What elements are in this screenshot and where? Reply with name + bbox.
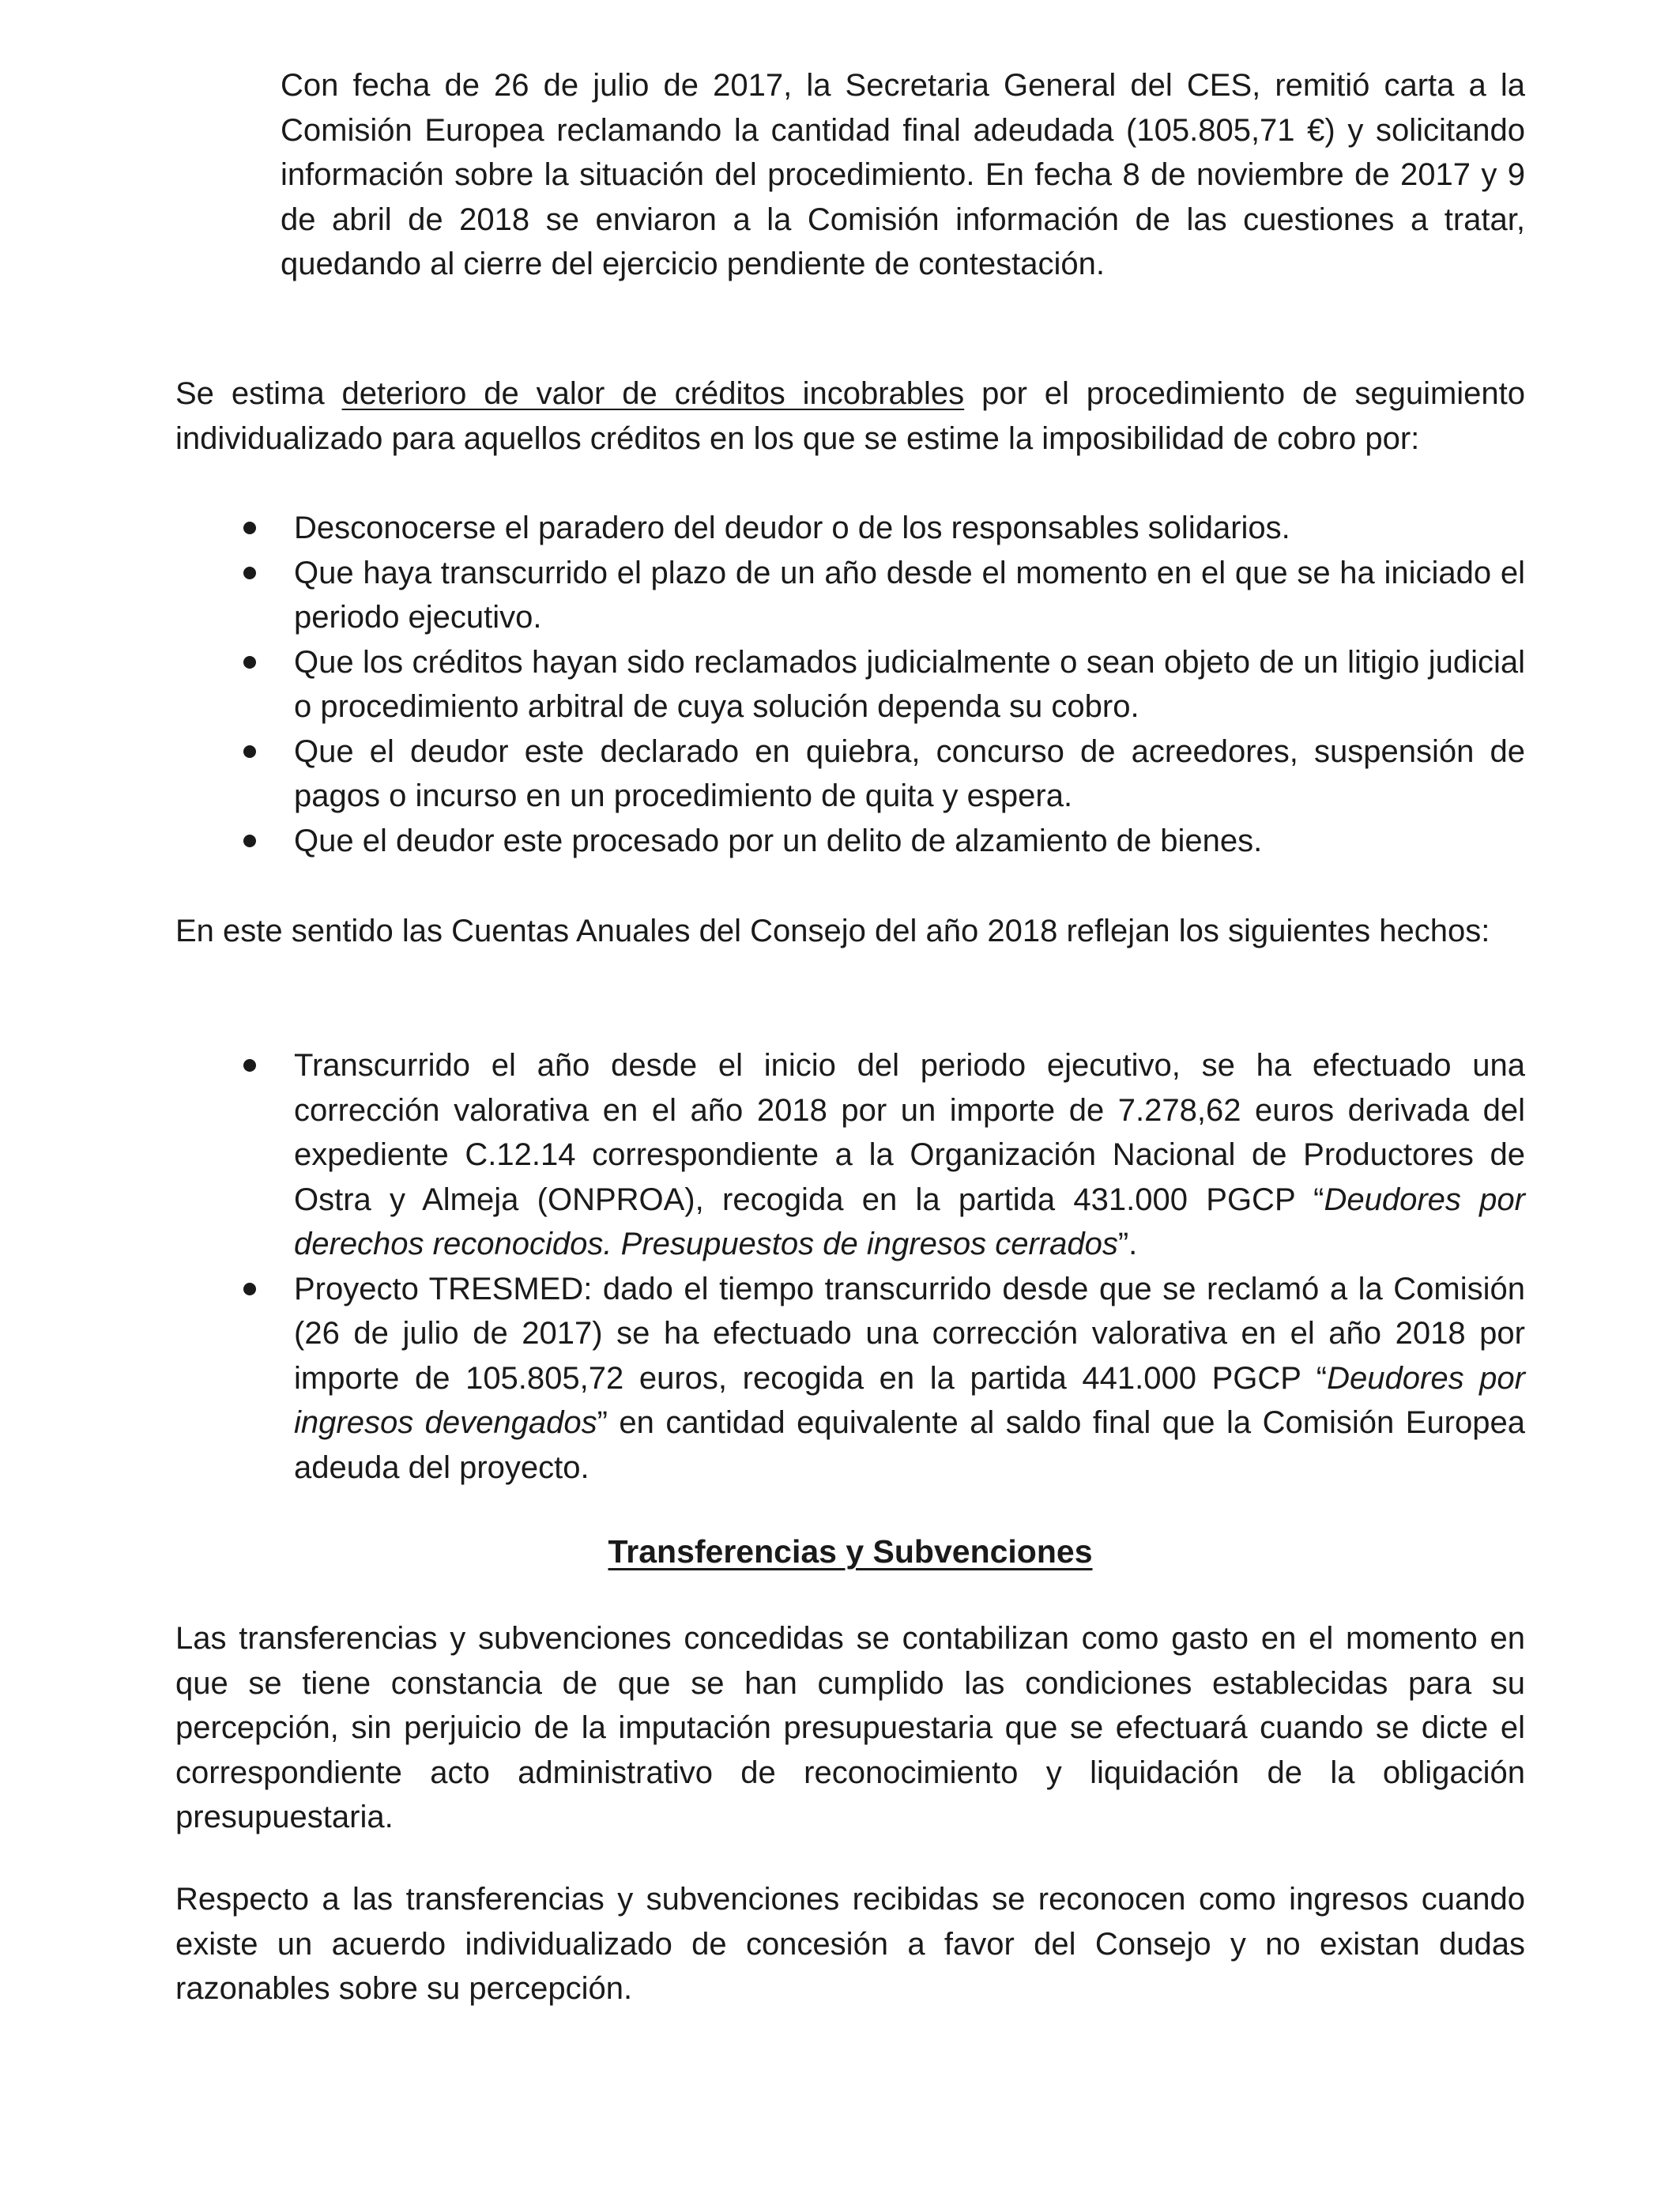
list-item xyxy=(175,640,1525,729)
paragraph-tresmed-claim: Con fecha de 26 de julio de 2017, la Secretaria General del CES, remitió carta a la Comisión Europea reclamando la cantidad final adeudada (105.805,71 €) y solicitando información sobre la situación del procedimiento. En fecha 8 de noviembre de 2017 y 9 de abril de 2018 se enviaron a la Comisión información de las cuestiones a tratar, quedando al cierre del ejercicio pendiente de contestación. xyxy=(281,68,1525,281)
list-item xyxy=(175,1267,1525,1491)
paragraph-impairment-intro-end: por el procedimiento de seguimiento individualizado para aquellos créditos en los que se estime la imposibilidad de cobro por: xyxy=(175,376,1526,456)
bullet-icon xyxy=(243,522,256,534)
paragraph-granted-transfers: Las transferencias y subvenciones concedidas se contabilizan como gasto en el momento en que se tiene constancia de que se han cumplido las condiciones establecidas para su percepción, sin perjuicio de la imputación presupuestaria que se efectuará cuando se dicte el correspondiente acto administrativo de reconocimiento y liquidación de la obligación presupuestaria. xyxy=(175,1621,1525,1834)
list-item-text: Que los créditos hayan sido reclamados judicialmente o sean objeto de un litigio judicial o procedimiento arbitral de cuya solución dependa su cobro. xyxy=(294,644,1525,724)
facts-bullet-list xyxy=(175,1043,1525,1490)
list-item-text: Que el deudor este declarado en quiebra, concurso de acreedores, suspensión de pagos o incurso en un procedimiento de quita y espera. xyxy=(294,733,1525,813)
list-item xyxy=(175,551,1525,640)
section-heading xyxy=(175,1529,1525,1574)
section-heading-text: Transferencias y Subvenciones xyxy=(608,1533,1093,1570)
bullet-icon xyxy=(243,1283,256,1295)
bullet-icon xyxy=(243,745,256,758)
list-item-text: Transcurrido el año desde el inicio del periodo ejecutivo, se ha efectuado una corrección valorativa en el año 2018 por un importe de 7.278,62 euros derivada del expediente C.12.14 correspondiente a la Organización Nacional de Productores de Ostra y Almeja (ONPROA), recogida en la partida 431.000 PGCP “ xyxy=(294,1048,1525,1217)
bullet-icon xyxy=(243,1059,256,1072)
list-item-italic-text: Deudores por derechos reconocidos. Presupuestos de ingresos cerrados xyxy=(294,1182,1525,1261)
paragraph-impairment-intro xyxy=(175,371,1525,461)
list-item xyxy=(175,819,1525,864)
list-item-text: Proyecto TRESMED: dado el tiempo transcurrido desde que se reclamó a la Comisión (26 de julio de 2017) se ha efectuado una corrección valorativa en el año 2018 por importe de 105.805,72 euros, recogida en la partida 441.000 PGCP “ xyxy=(294,1271,1525,1396)
bullet-icon xyxy=(243,835,256,847)
bullet-icon xyxy=(243,656,256,669)
paragraph-received-transfers: Respecto a las transferencias y subvenciones recibidas se reconocen como ingresos cuando existe un acuerdo individualizado de concesión a favor del Consejo y no existan dudas razonables sobre su percepción. xyxy=(175,1882,1525,2006)
list-item-text-end: ”. xyxy=(1117,1227,1138,1261)
impairment-term-underlined: deterioro de valor de créditos incobrables xyxy=(341,376,965,411)
bullet-icon xyxy=(243,567,256,579)
list-item-italic-text: Deudores por ingresos devengados xyxy=(294,1360,1525,1440)
list-item-text-end: ” en cantidad equivalente al saldo final que la Comisión Europea adeuda del proyecto. xyxy=(294,1405,1525,1485)
paragraph-annual-accounts: En este sentido las Cuentas Anuales del Consejo del año 2018 reflejan los siguientes hechos: xyxy=(175,914,1490,948)
list-item xyxy=(175,1043,1525,1267)
list-item xyxy=(175,506,1525,551)
list-item-text: Desconocerse el paradero del deudor o de los responsables solidarios. xyxy=(294,511,1290,545)
list-item-text: Que haya transcurrido el plazo de un año desde el momento en el que se ha iniciado el periodo ejecutivo. xyxy=(294,555,1525,635)
list-item-text: Que el deudor este procesado por un delito de alzamiento de bienes. xyxy=(294,823,1263,858)
paragraph-impairment-intro-start: Se estima xyxy=(175,376,342,411)
causes-bullet-list xyxy=(175,506,1525,863)
list-item xyxy=(175,729,1525,819)
